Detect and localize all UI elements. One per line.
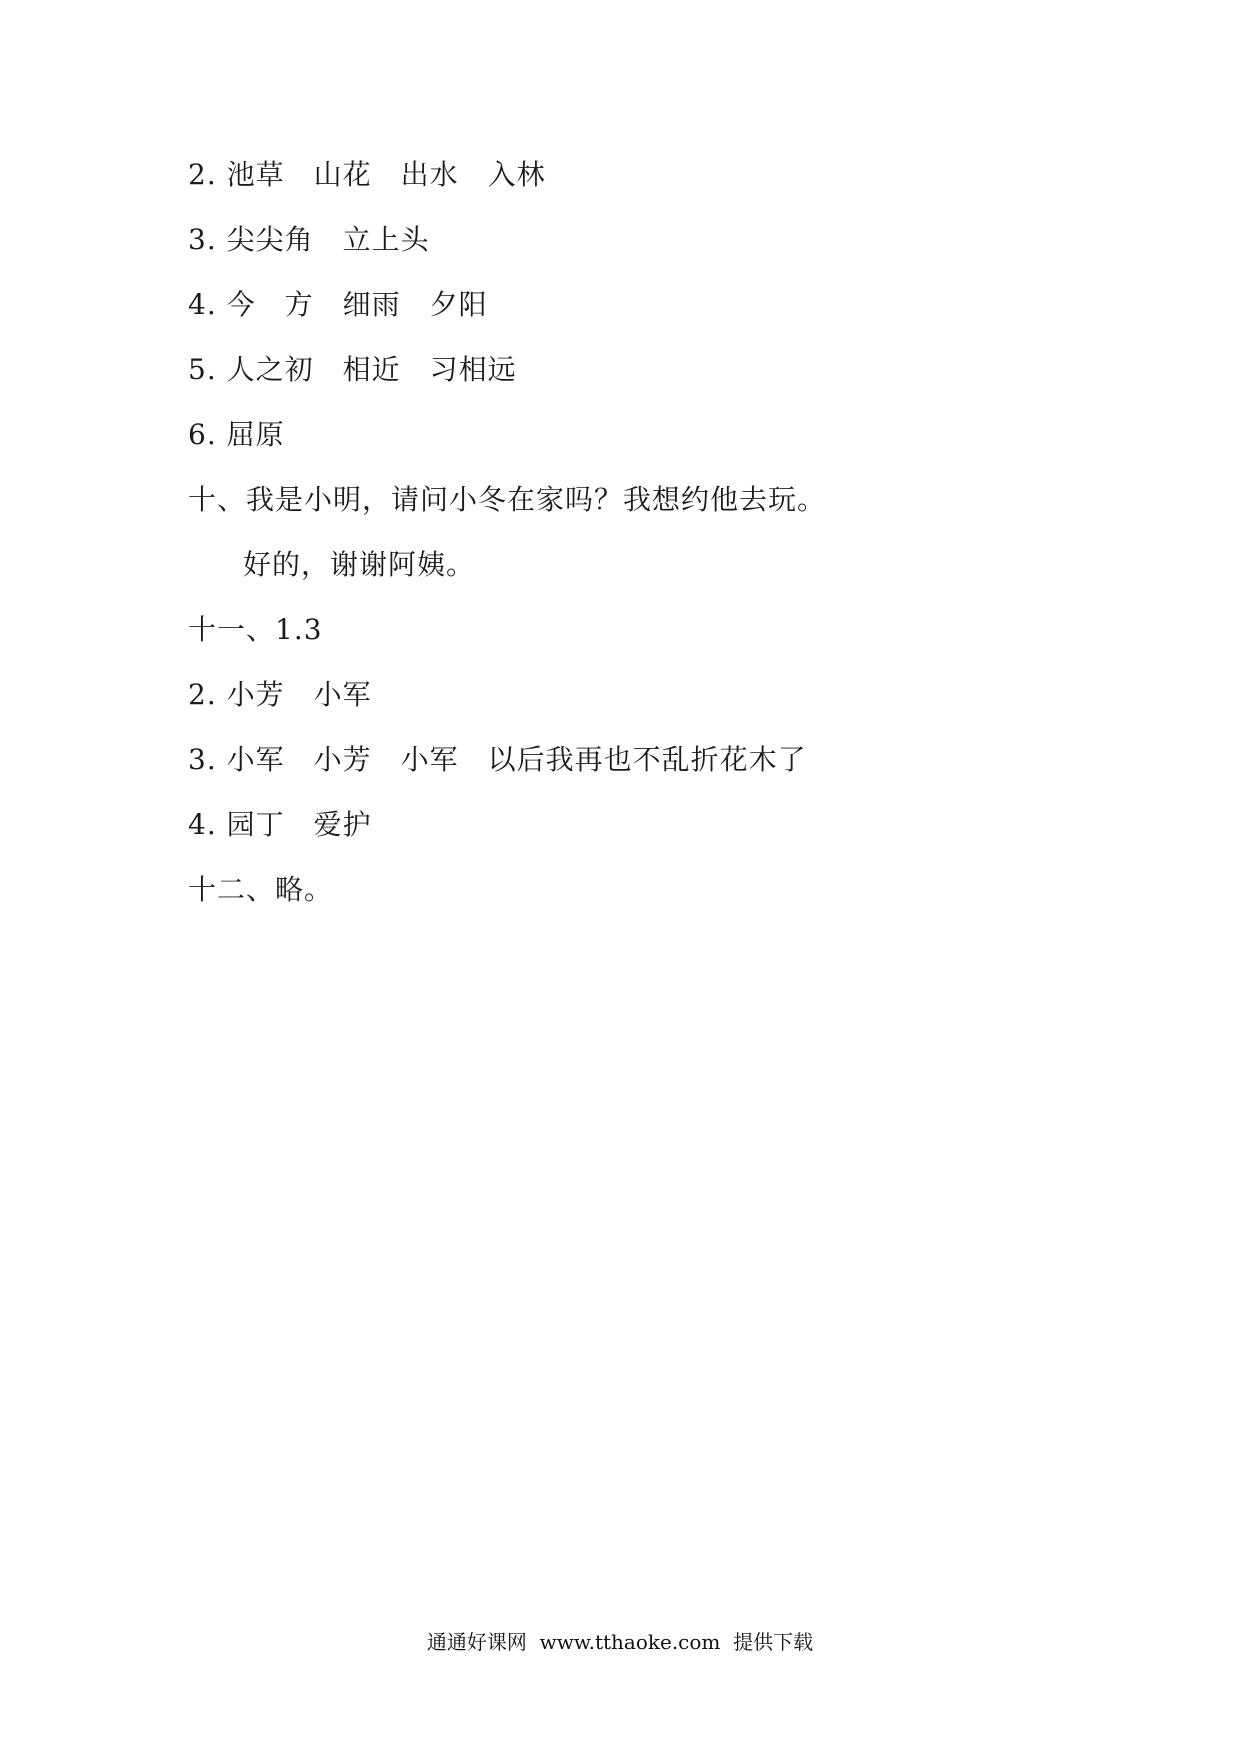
answer-line: 4. 园丁 爱护 [188,808,372,841]
answer-line: 4. 今 方 细雨 夕阳 [188,288,488,321]
page-footer: 通通好课网 www.tthaoke.com 提供下载 [426,1630,814,1654]
answer-line: 十、我是小明，请问小冬在家吗？我想约他去玩。 [188,483,827,516]
answer-line: 3. 尖尖角 立上头 [188,223,430,256]
answer-list [188,158,1088,938]
answer-line: 十一、1.3 [188,613,323,646]
answer-line: 2. 小芳 小军 [188,678,372,711]
answer-line: 2. 池草 山花 出水 入林 [188,158,546,191]
answer-line: 十二、略。 [188,873,334,906]
answer-line: 5. 人之初 相近 习相远 [188,353,517,386]
answer-line: 3. 小军 小芳 小军 以后我再也不乱折花木了 [188,743,807,776]
answer-line: 6. 屈原 [188,418,285,451]
answer-line: 好的，谢谢阿姨。 [243,548,476,581]
